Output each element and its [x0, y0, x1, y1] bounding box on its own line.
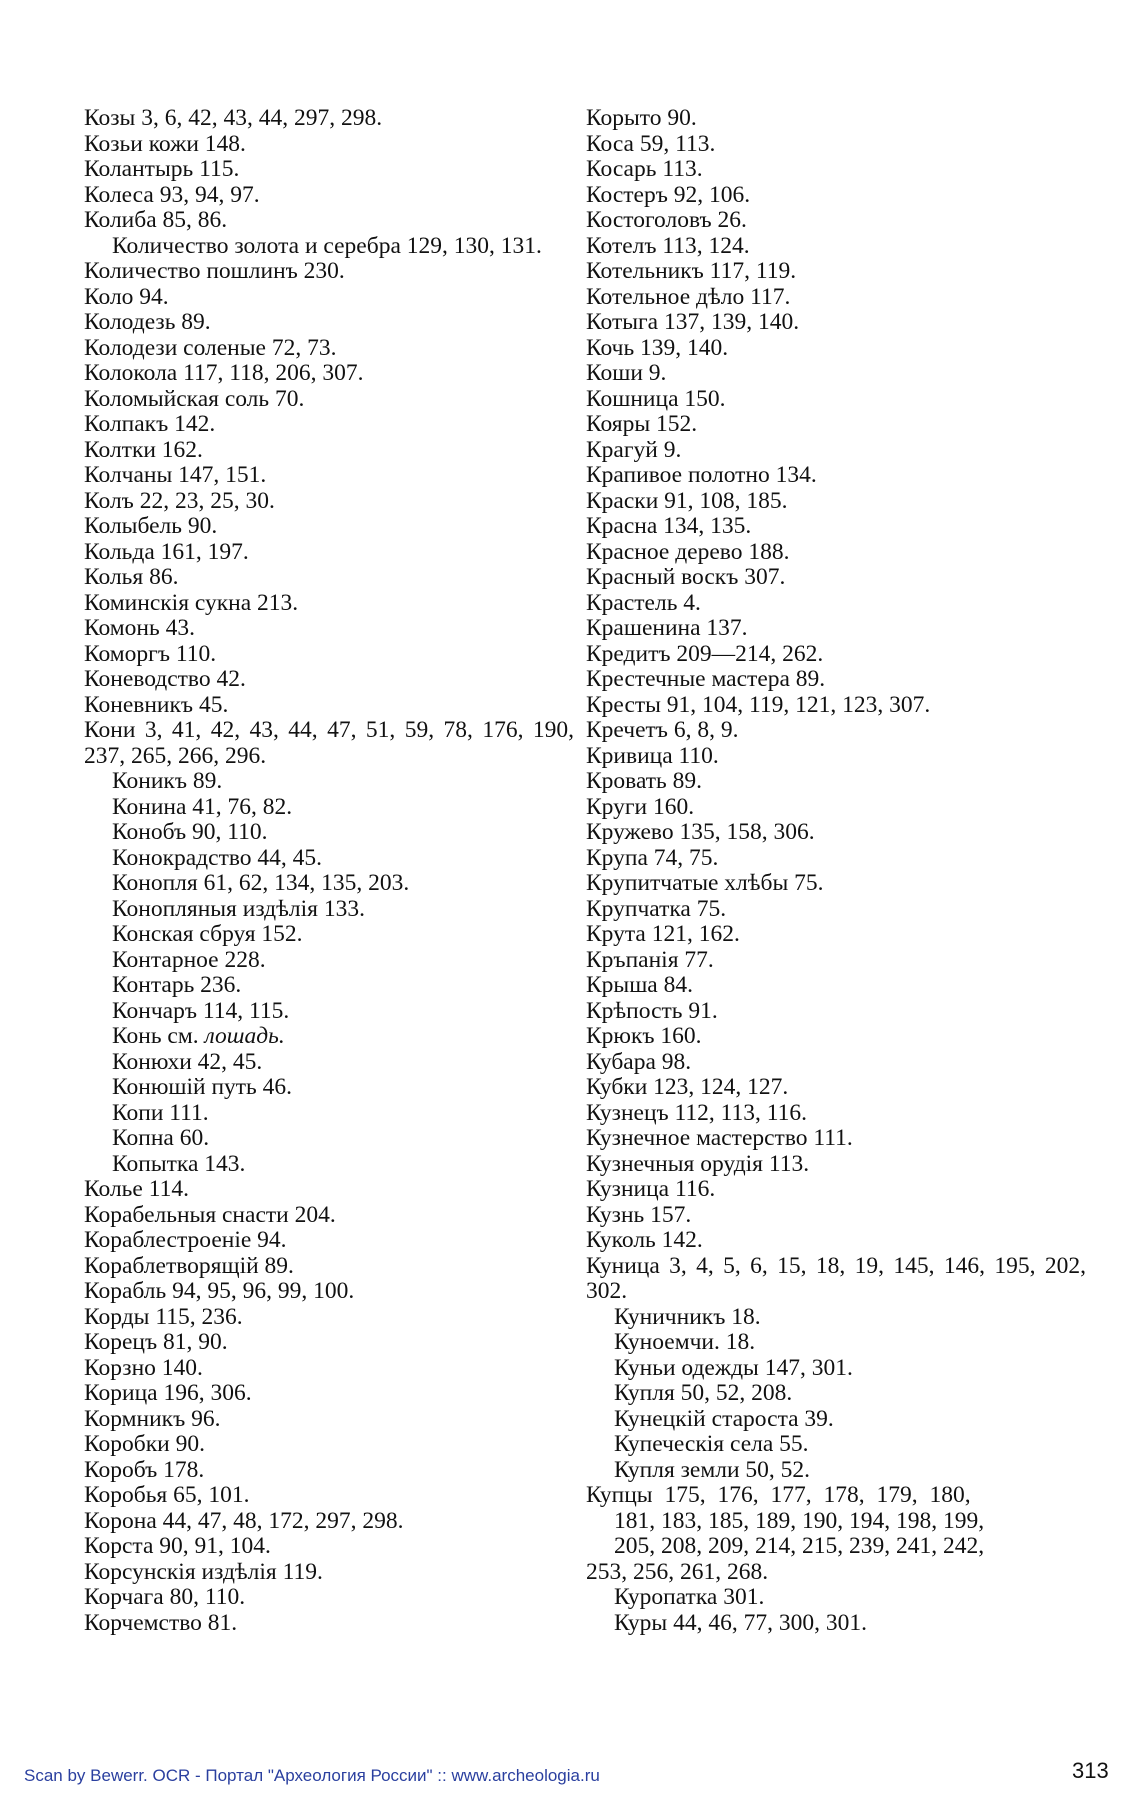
index-entry: Коробки 90. — [84, 1431, 205, 1457]
index-entry: Коневникъ 45. — [84, 691, 229, 718]
index-entry: Комонь 43. — [84, 615, 195, 641]
index-entry: Кровать 89. — [586, 768, 703, 794]
index-entry: Кузнечныя орудія 113. — [586, 1150, 810, 1177]
index-entry: Колодезь 89. — [84, 309, 211, 335]
index-entry: Конская сбруя 152. — [112, 921, 303, 947]
index-entry: Кръпанія 77. — [586, 946, 714, 973]
index-entry: Конина 41, 76, 82. — [112, 793, 293, 820]
index-entry: Котельное дѣло 117. — [586, 283, 791, 310]
index-entry: Корица 196, 306. — [84, 1380, 252, 1406]
index-entry: Корыто 90. — [586, 105, 697, 131]
index-entry: Корецъ 81, 90. — [84, 1329, 228, 1355]
index-entry: Корсунскія издѣлія 119. — [84, 1558, 323, 1585]
index-entry: Контарное 228. — [112, 946, 266, 973]
index-entry: Конокрадство 44, 45. — [112, 844, 323, 871]
index-entry: Конь см. лошадь. — [112, 1023, 285, 1049]
index-entry: Кружево 135, 158, 306. — [586, 819, 815, 845]
index-entry: Круги 160. — [586, 793, 695, 820]
index-entry: Кузнь 157. — [586, 1201, 692, 1228]
index-entry: 205, 208, 209, 214, 215, 239, 241, 242, — [614, 1533, 985, 1559]
index-entry: Костеръ 92, 106. — [586, 181, 751, 208]
index-entry: Котелъ 113, 124. — [586, 232, 750, 259]
index-entry: Колыбель 90. — [84, 513, 218, 539]
index-entry: Котельникъ 117, 119. — [586, 258, 797, 284]
index-entry: Крапивое полотно 134. — [586, 462, 817, 488]
index-entry: Куница 3, 4, 5, 6, 15, 18, 19, 145, 146, 195, 202, 302. — [586, 1252, 1086, 1304]
index-entry: Кречетъ 6, 8, 9. — [586, 717, 739, 743]
index-entry: Купля 50, 52, 208. — [614, 1380, 793, 1406]
index-entry: Кузнецъ 112, 113, 116. — [586, 1099, 808, 1126]
index-entry: Кораблетворящій 89. — [84, 1252, 294, 1279]
index-entry: 181, 183, 185, 189, 190, 194, 198, 199, — [614, 1507, 985, 1534]
index-entry: Кунецкій староста 39. — [614, 1405, 834, 1432]
index-entry: Крашенина 137. — [586, 615, 748, 641]
index-entry: Колокола 117, 118, 206, 307. — [84, 360, 364, 386]
index-entry: Кубки 123, 124, 127. — [586, 1074, 789, 1100]
index-entry: Красна 134, 135. — [586, 513, 752, 539]
index-entry: Коморгъ 110. — [84, 640, 217, 667]
index-entry: Копытка 143. — [112, 1150, 246, 1177]
index-entry: Кочь 139, 140. — [586, 334, 729, 361]
index-entry: Коса 59, 113. — [586, 130, 716, 157]
index-entry: Коникъ 89. — [112, 768, 223, 794]
index-entry: Количество пошлинъ 230. — [84, 258, 345, 284]
index-entry: Корзно 140. — [84, 1354, 203, 1381]
index-entry: Коло 94. — [84, 283, 169, 310]
index-column-right — [586, 106, 1086, 1636]
index-entry: Кони 3, 41, 42, 43, 44, 47, 51, 59, 78, 176, 190, 237, 265, 266, 296. — [84, 717, 574, 769]
index-entry: Корчага 80, 110. — [84, 1584, 246, 1610]
index-entry: Кораблестроеніе 94. — [84, 1227, 287, 1253]
index-entry: Куколь 142. — [586, 1227, 703, 1253]
index-entry: Косарь 113. — [586, 156, 703, 182]
index-entry: Коши 9. — [586, 360, 667, 386]
index-entry: Контарь 236. — [112, 972, 242, 998]
index-entry: Кончаръ 114, 115. — [112, 997, 290, 1024]
index-entry: Костоголовъ 26. — [586, 207, 747, 233]
index-entry: Кривица 110. — [586, 742, 719, 769]
index-entry: Кормникъ 96. — [84, 1405, 221, 1432]
index-entry: Корста 90, 91, 104. — [84, 1533, 271, 1559]
index-entry: Конобъ 90, 110. — [112, 819, 268, 845]
index-entry: Козьи кожи 148. — [84, 130, 246, 157]
index-entry: Купцы 175, 176, 177, 178, 179, 180, — [586, 1482, 971, 1508]
index-entry: Колиба 85, 86. — [84, 207, 228, 233]
index-entry: Колодези соленые 72, 73. — [84, 334, 337, 361]
index-entry: Краски 91, 108, 185. — [586, 487, 788, 514]
index-entry: Коробья 65, 101. — [84, 1482, 250, 1508]
index-entry: Куры 44, 46, 77, 300, 301. — [614, 1609, 867, 1636]
index-entry: Колье 114. — [84, 1176, 189, 1202]
index-entry: Конопля 61, 62, 134, 135, 203. — [112, 870, 410, 896]
index-entry: Кузнечное мастерство 111. — [586, 1125, 853, 1151]
index-entry: Кубара 98. — [586, 1048, 692, 1075]
index-entry: Количество золота и серебра 129, 130, 131. — [112, 232, 542, 259]
scan-credit: Scan by Bewerr. OCR - Портал "Археология России" :: www.archeologia.ru — [24, 1766, 600, 1785]
index-entry: Купля земли 50, 52. — [614, 1456, 811, 1483]
index-entry: Копна 60. — [112, 1125, 210, 1151]
index-entry: Крыша 84. — [586, 972, 693, 998]
index-entry: Красный воскъ 307. — [586, 564, 786, 590]
index-entry: Колпакъ 142. — [84, 411, 216, 437]
index-entry: Конюхи 42, 45. — [112, 1048, 263, 1075]
index-entry: Коневодство 42. — [84, 666, 246, 692]
index-entry: Кредитъ 209—214, 262. — [586, 640, 824, 667]
index-entry: Крупа 74, 75. — [586, 844, 719, 871]
index-entry: Козы 3, 6, 42, 43, 44, 297, 298. — [84, 105, 383, 131]
index-entry: Колантырь 115. — [84, 156, 240, 182]
index-entry: Крута 121, 162. — [586, 921, 740, 947]
index-entry: Копи 111. — [112, 1099, 209, 1126]
index-entry: Крюкъ 160. — [586, 1023, 702, 1049]
index-entry: Красное дерево 188. — [586, 538, 790, 565]
index-entry: Куропатка 301. — [614, 1584, 765, 1610]
index-entry: Колья 86. — [84, 564, 179, 590]
index-entry: Колеса 93, 94, 97. — [84, 181, 260, 208]
index-entry: Купеческія села 55. — [614, 1431, 809, 1457]
index-entry: Кошница 150. — [586, 385, 726, 412]
index-entry: Крагуй 9. — [586, 436, 682, 463]
index-entry: Колтки 162. — [84, 436, 203, 463]
index-entry: Конюшій путь 46. — [112, 1074, 293, 1100]
index-entry: Корды 115, 236. — [84, 1303, 243, 1330]
index-entry: Котыга 137, 139, 140. — [586, 309, 800, 335]
index-entry: Куньи одежды 147, 301. — [614, 1354, 853, 1381]
index-entry: Куничникъ 18. — [614, 1303, 761, 1330]
index-entry: Коломыйская соль 70. — [84, 385, 305, 412]
index-entry: Корчемство 81. — [84, 1609, 238, 1636]
index-column-left — [84, 106, 574, 1636]
index-entry: Крупчатка 75. — [586, 895, 727, 922]
index-entry: Корабль 94, 95, 96, 99, 100. — [84, 1278, 355, 1304]
index-entry: Кресты 91, 104, 119, 121, 123, 307. — [586, 691, 931, 718]
index-entry: Крупитчатые хлѣбы 75. — [586, 870, 824, 896]
index-entry: Кузница 116. — [586, 1176, 716, 1202]
index-entry: Корабельныя снасти 204. — [84, 1201, 336, 1228]
index-entry: Крестечные мастера 89. — [586, 666, 826, 692]
index-entry: Коробъ 178. — [84, 1456, 205, 1483]
page-number: 313 — [1072, 1758, 1109, 1783]
index-entry: Колъ 22, 23, 25, 30. — [84, 487, 275, 514]
index-entry: 253, 256, 261, 268. — [586, 1558, 769, 1585]
index-entry: Корона 44, 47, 48, 172, 297, 298. — [84, 1507, 404, 1534]
index-entry: Крѣпость 91. — [586, 997, 718, 1024]
index-entry: Кольда 161, 197. — [84, 538, 249, 565]
index-entry: Крастель 4. — [586, 589, 701, 616]
index-entry: Конопляныя издѣлія 133. — [112, 895, 365, 922]
index-entry: Коминскія сукна 213. — [84, 589, 299, 616]
index-entry: Кояры 152. — [586, 411, 698, 437]
index-entry: Колчаны 147, 151. — [84, 462, 267, 488]
index-entry: Куноемчи. 18. — [614, 1329, 756, 1355]
